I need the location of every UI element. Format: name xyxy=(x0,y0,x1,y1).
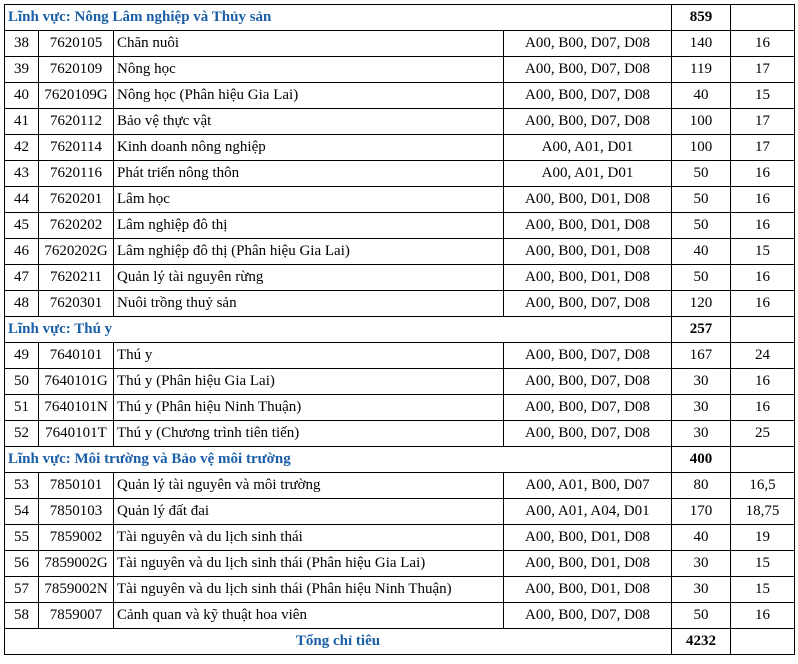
row-number: 50 xyxy=(5,369,39,395)
major-name: Lâm học xyxy=(114,187,504,213)
quota: 30 xyxy=(672,551,731,577)
major-code: 7859002G xyxy=(39,551,114,577)
major-name: Quản lý tài nguyên rừng xyxy=(114,265,504,291)
subject-combination: A00, B00, D01, D08 xyxy=(504,577,672,603)
subject-combination: A00, A01, B00, D07 xyxy=(504,473,672,499)
score: 17 xyxy=(731,135,795,161)
subject-combination: A00, B00, D01, D08 xyxy=(504,187,672,213)
subject-combination: A00, B00, D07, D08 xyxy=(504,31,672,57)
major-name: Lâm nghiệp đô thị (Phân hiệu Gia Lai) xyxy=(114,239,504,265)
major-code: 7640101G xyxy=(39,369,114,395)
row-number: 58 xyxy=(5,603,39,629)
major-code: 7620201 xyxy=(39,187,114,213)
grand-total-value: 4232 xyxy=(672,629,731,655)
score: 16 xyxy=(731,395,795,421)
major-name: Lâm nghiệp đô thị xyxy=(114,213,504,239)
row-number: 57 xyxy=(5,577,39,603)
major-code: 7640101T xyxy=(39,421,114,447)
section-total: 257 xyxy=(672,317,731,343)
quota: 30 xyxy=(672,421,731,447)
table-row xyxy=(5,577,795,603)
subject-combination: A00, B00, D07, D08 xyxy=(504,395,672,421)
row-number: 48 xyxy=(5,291,39,317)
row-number: 39 xyxy=(5,57,39,83)
major-code: 7620116 xyxy=(39,161,114,187)
quota: 80 xyxy=(672,473,731,499)
score: 15 xyxy=(731,551,795,577)
score: 16 xyxy=(731,265,795,291)
section-title: Lĩnh vực: Môi trường và Bảo vệ môi trường xyxy=(5,447,672,473)
grand-total-row xyxy=(5,629,795,655)
score: 16 xyxy=(731,31,795,57)
row-number: 54 xyxy=(5,499,39,525)
major-name: Thú y (Chương trình tiên tiến) xyxy=(114,421,504,447)
quota: 140 xyxy=(672,31,731,57)
table-body xyxy=(5,5,795,655)
quota: 40 xyxy=(672,525,731,551)
row-number: 43 xyxy=(5,161,39,187)
major-name: Nông học (Phân hiệu Gia Lai) xyxy=(114,83,504,109)
row-number: 41 xyxy=(5,109,39,135)
major-code: 7850103 xyxy=(39,499,114,525)
subject-combination: A00, B00, D07, D08 xyxy=(504,291,672,317)
major-name: Phát triển nông thôn xyxy=(114,161,504,187)
score: 24 xyxy=(731,343,795,369)
table-row xyxy=(5,603,795,629)
table-row xyxy=(5,187,795,213)
table-row xyxy=(5,499,795,525)
major-code: 7620202G xyxy=(39,239,114,265)
row-number: 53 xyxy=(5,473,39,499)
quota: 30 xyxy=(672,395,731,421)
table-row xyxy=(5,31,795,57)
score: 16 xyxy=(731,161,795,187)
major-code: 7620109 xyxy=(39,57,114,83)
major-code: 7620105 xyxy=(39,31,114,57)
quota: 119 xyxy=(672,57,731,83)
table-row xyxy=(5,161,795,187)
major-name: Quản lý đất đai xyxy=(114,499,504,525)
row-number: 42 xyxy=(5,135,39,161)
subject-combination: A00, B00, D07, D08 xyxy=(504,343,672,369)
score: 16 xyxy=(731,187,795,213)
row-number: 49 xyxy=(5,343,39,369)
table-row xyxy=(5,421,795,447)
table-row xyxy=(5,551,795,577)
major-code: 7620202 xyxy=(39,213,114,239)
quota: 120 xyxy=(672,291,731,317)
major-name: Bảo vệ thực vật xyxy=(114,109,504,135)
quota: 50 xyxy=(672,187,731,213)
major-code: 7850101 xyxy=(39,473,114,499)
major-code: 7620109G xyxy=(39,83,114,109)
major-code: 7620112 xyxy=(39,109,114,135)
section-title: Lĩnh vực: Thú y xyxy=(5,317,672,343)
major-name: Thú y (Phân hiệu Gia Lai) xyxy=(114,369,504,395)
major-name: Cảnh quan và kỹ thuật hoa viên xyxy=(114,603,504,629)
quota: 30 xyxy=(672,577,731,603)
subject-combination: A00, A01, A04, D01 xyxy=(504,499,672,525)
score: 15 xyxy=(731,577,795,603)
score: 16 xyxy=(731,369,795,395)
quota: 100 xyxy=(672,135,731,161)
quota: 50 xyxy=(672,161,731,187)
major-code: 7620301 xyxy=(39,291,114,317)
quota: 40 xyxy=(672,239,731,265)
table-row xyxy=(5,291,795,317)
major-name: Thú y (Phân hiệu Ninh Thuận) xyxy=(114,395,504,421)
major-name: Tài nguyên và du lịch sinh thái (Phân hiệu Ninh Thuận) xyxy=(114,577,504,603)
row-number: 51 xyxy=(5,395,39,421)
table-row xyxy=(5,369,795,395)
table-row xyxy=(5,473,795,499)
subject-combination: A00, B00, D07, D08 xyxy=(504,421,672,447)
major-name: Chăn nuôi xyxy=(114,31,504,57)
major-name: Nông học xyxy=(114,57,504,83)
row-number: 47 xyxy=(5,265,39,291)
row-number: 52 xyxy=(5,421,39,447)
section-empty-cell xyxy=(731,5,795,31)
subject-combination: A00, B00, D07, D08 xyxy=(504,603,672,629)
table-row xyxy=(5,265,795,291)
row-number: 55 xyxy=(5,525,39,551)
quota: 100 xyxy=(672,109,731,135)
quota: 50 xyxy=(672,603,731,629)
score: 19 xyxy=(731,525,795,551)
score: 17 xyxy=(731,57,795,83)
quota: 40 xyxy=(672,83,731,109)
major-name: Nuôi trồng thuỷ sản xyxy=(114,291,504,317)
score: 25 xyxy=(731,421,795,447)
score: 16 xyxy=(731,213,795,239)
major-code: 7640101N xyxy=(39,395,114,421)
major-code: 7859002 xyxy=(39,525,114,551)
subject-combination: A00, B00, D01, D08 xyxy=(504,213,672,239)
major-code: 7620211 xyxy=(39,265,114,291)
subject-combination: A00, B00, D01, D08 xyxy=(504,525,672,551)
subject-combination: A00, B00, D01, D08 xyxy=(504,265,672,291)
score: 18,75 xyxy=(731,499,795,525)
subject-combination: A00, B00, D07, D08 xyxy=(504,57,672,83)
quota: 50 xyxy=(672,265,731,291)
row-number: 45 xyxy=(5,213,39,239)
major-name: Quản lý tài nguyên và môi trường xyxy=(114,473,504,499)
major-name: Thú y xyxy=(114,343,504,369)
section-empty-cell xyxy=(731,447,795,473)
row-number: 38 xyxy=(5,31,39,57)
table-row xyxy=(5,135,795,161)
table-row xyxy=(5,57,795,83)
section-header-row xyxy=(5,317,795,343)
subject-combination: A00, B00, D01, D08 xyxy=(504,239,672,265)
score: 15 xyxy=(731,83,795,109)
grand-total-label: Tổng chỉ tiêu xyxy=(5,629,672,655)
table-row xyxy=(5,395,795,421)
major-code: 7859002N xyxy=(39,577,114,603)
major-name: Tài nguyên và du lịch sinh thái xyxy=(114,525,504,551)
row-number: 44 xyxy=(5,187,39,213)
quota: 30 xyxy=(672,369,731,395)
score: 16 xyxy=(731,603,795,629)
admission-table xyxy=(4,4,795,655)
row-number: 46 xyxy=(5,239,39,265)
table-row xyxy=(5,83,795,109)
row-number: 56 xyxy=(5,551,39,577)
table-row xyxy=(5,343,795,369)
quota: 50 xyxy=(672,213,731,239)
subject-combination: A00, A01, D01 xyxy=(504,161,672,187)
subject-combination: A00, B00, D01, D08 xyxy=(504,551,672,577)
subject-combination: A00, B00, D07, D08 xyxy=(504,83,672,109)
table-row xyxy=(5,525,795,551)
section-total: 859 xyxy=(672,5,731,31)
section-empty-cell xyxy=(731,317,795,343)
section-header-row xyxy=(5,447,795,473)
score: 15 xyxy=(731,239,795,265)
major-code: 7640101 xyxy=(39,343,114,369)
quota: 167 xyxy=(672,343,731,369)
grand-total-empty-cell xyxy=(731,629,795,655)
row-number: 40 xyxy=(5,83,39,109)
score: 17 xyxy=(731,109,795,135)
subject-combination: A00, B00, D07, D08 xyxy=(504,369,672,395)
section-total: 400 xyxy=(672,447,731,473)
major-code: 7620114 xyxy=(39,135,114,161)
table-row xyxy=(5,239,795,265)
subject-combination: A00, A01, D01 xyxy=(504,135,672,161)
major-name: Tài nguyên và du lịch sinh thái (Phân hiệu Gia Lai) xyxy=(114,551,504,577)
section-title: Lĩnh vực: Nông Lâm nghiệp và Thủy sản xyxy=(5,5,672,31)
section-header-row xyxy=(5,5,795,31)
table-row xyxy=(5,109,795,135)
subject-combination: A00, B00, D07, D08 xyxy=(504,109,672,135)
quota: 170 xyxy=(672,499,731,525)
major-code: 7859007 xyxy=(39,603,114,629)
score: 16,5 xyxy=(731,473,795,499)
major-name: Kinh doanh nông nghiệp xyxy=(114,135,504,161)
table-row xyxy=(5,213,795,239)
score: 16 xyxy=(731,291,795,317)
